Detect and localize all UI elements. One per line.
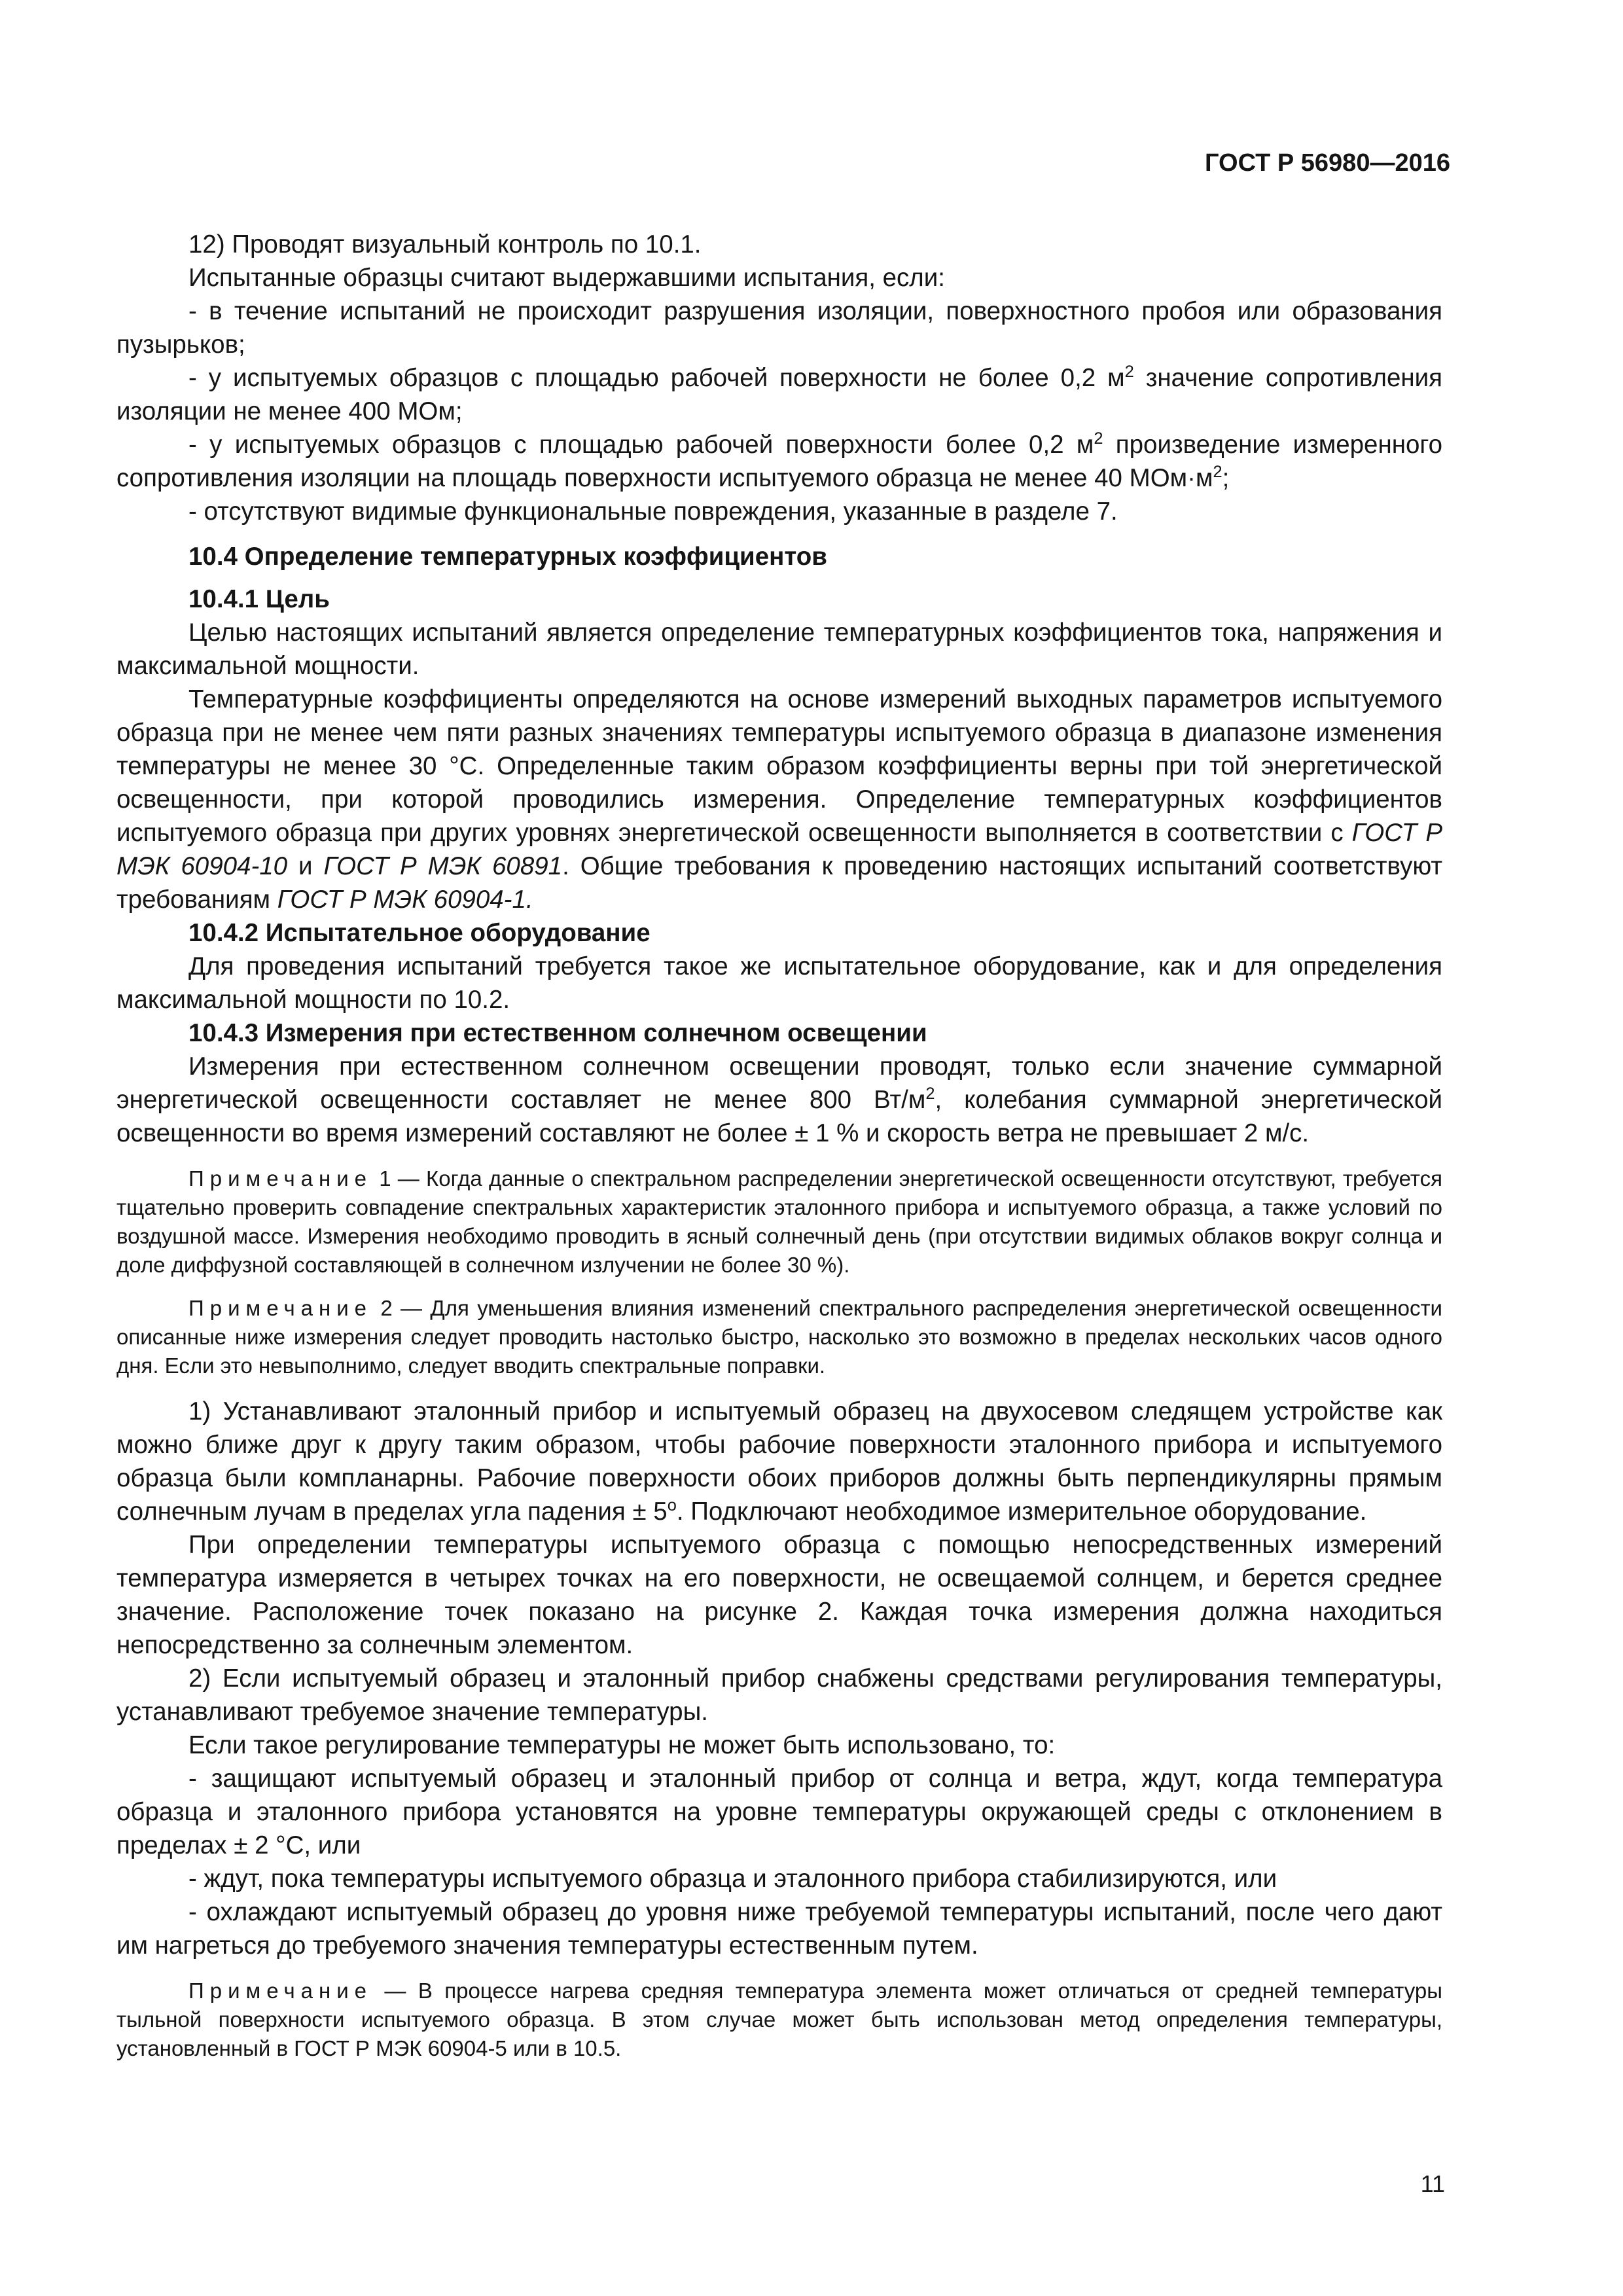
standard-reference: ГОСТ Р МЭК 60904-1. — [277, 886, 533, 914]
list-item: - отсутствуют видимые функциональные повреждения, указанные в разделе 7. — [188, 497, 1118, 526]
list-item: - ждут, пока температуры испытуемого образца и эталонного прибора стабилизируются, или — [188, 1865, 1277, 1893]
list-item: - у испытуемых образцов с площадью рабочей поверхности не более 0,2 $м^2$ значение сопротивления изоляции не менее 400 МОм; — [116, 363, 1442, 425]
paragraph: 12) Проводят визуальный контроль по 10.1. — [188, 230, 702, 259]
list-item: 1) Устанавливают эталонный прибор и испытуемый образец на двухосевом следящем устройстве как можно ближе друг к другу таким образом, чтобы рабочие поверхности эталонного прибора и испытуемого образца были компланарны. Рабочие поверхности обоих приборов должны быть перпендикулярны прямым солнечным лучам в пределах угла падения ± $5^о$. Подключают необходимое измерительное оборудование. — [116, 1397, 1442, 1526]
paragraph: При определении температуры испытуемого образца с помощью непосредственных измерений температура измеряется в четырех точках на его поверхности, не освещаемой солнцем, и берется среднее значение. Расположение точек показано на рисунке 2. Каждая точка измерения должна находиться непосредственно за солнечным элементом. — [116, 1531, 1442, 1659]
note-label: Примечание — [188, 1979, 373, 2003]
note-label: Примечание — [188, 1296, 373, 1320]
note: Примечание 2 — Для уменьшения влияния изменений спектрального распределения энергетической освещенности описанные ниже измерения следует проводить настолько быстро, насколько это возможно в пределах нескольких часов одного дня. Если это невыполнимо, следует вводить спектральные поправки. — [116, 1296, 1442, 1378]
paragraph: Если такое регулирование температуры не может быть использовано, то: — [188, 1731, 1056, 1759]
subsection-heading: 10.4.2 Испытательное оборудование — [188, 919, 651, 947]
paragraph: Для проведения испытаний требуется такое же испытательное оборудование, как и для определения максимальной мощности по 10.2. — [116, 952, 1442, 1014]
standard-reference: ГОСТ Р МЭК 60904-10 — [116, 819, 1442, 880]
paragraph: Температурные коэффициенты определяются на основе измерений выходных параметров испытуемого образца при не менее чем пяти разных значениях температуры испытуемого образца в диапазоне изменения температуры не менее 30 °С. Определенные таким образом коэффициенты верны при той энергетической освещенности, при которой проводились измерения. Определение температурных коэффициентов испытуемого образца при других уровнях энергетической освещенности выполняется в соответствии с ГОСТ Р МЭК 60904-10 и ГОСТ Р МЭК 60891. Общие требования к проведению настоящих испытаний соответствуют требованиям ГОСТ Р МЭК 60904-1. — [116, 685, 1442, 914]
document-id-header: ГОСТ Р 56980—2016 — [1205, 149, 1450, 177]
list-item: 2) Если испытуемый образец и эталонный прибор снабжены средствами регулирования температуры, устанавливают требуемое значение температуры. — [116, 1664, 1442, 1726]
note: Примечание — В процессе нагрева средняя температура элемента может отличаться от средней температуры тыльной поверхности испытуемого образца. В этом случае может быть использован метод определения температуры, установленный в ГОСТ Р МЭК 60904-5 или в 10.5. — [116, 1979, 1442, 2060]
subsection-heading: 10.4.3 Измерения при естественном солнечном освещении — [188, 1019, 927, 1047]
section-heading: 10.4 Определение температурных коэффициентов — [188, 543, 827, 571]
page-number: 11 — [1420, 2170, 1445, 2197]
paragraph: Целью настоящих испытаний является определение температурных коэффициентов тока, напряжения и максимальной мощности. — [116, 619, 1442, 680]
document-body — [116, 228, 1442, 2077]
note: Примечание 1 — Когда данные о спектральном распределении энергетической освещенности отсутствуют, требуется тщательно проверить совпадение спектральных характеристик эталонного прибора и испытуемого образца, а также условий по воздушной массе. Измерения необходимо проводить в ясный солнечный день (при отсутствии видимых облаков вокруг солнца и доле диффузной составляющей в солнечном излучении не более 30 %). — [116, 1166, 1443, 1277]
list-item: - в течение испытаний не происходит разрушения изоляции, поверхностного пробоя или образования пузырьков; — [116, 297, 1442, 359]
subsection-heading: 10.4.1 Цель — [188, 585, 330, 613]
standard-reference: ГОСТ Р МЭК 60891 — [323, 852, 563, 880]
note-label: Примечание — [188, 1166, 373, 1191]
list-item: - у испытуемых образцов с площадью рабочей поверхности более 0,2 $м^2$ произведение измеренного сопротивления изоляции на площадь поверхности испытуемого образца не менее 40 $МОм\cdot м^2$; — [116, 429, 1442, 492]
list-item: - защищают испытуемый образец и эталонный прибор от солнца и ветра, ждут, когда температура образца и эталонного прибора установятся на уровне температуры окружающей среды с отклонением в пределах ± 2 °С, или — [116, 1765, 1442, 1859]
paragraph: Измерения при естественном солнечном освещении проводят, только если значение суммарной энергетической освещенности составляет не менее 800 $Вт/м^2$, колебания суммарной энергетической освещенности во время измерений составляют не более ± 1 % и скорость ветра не превышает 2 м/с. — [116, 1052, 1442, 1147]
paragraph: Испытанные образцы считают выдержавшими испытания, если: — [188, 264, 945, 292]
list-item: - охлаждают испытуемый образец до уровня ниже требуемой температуры испытаний, после чего дают им нагреться до требуемого значения температуры естественным путем. — [116, 1898, 1442, 1960]
